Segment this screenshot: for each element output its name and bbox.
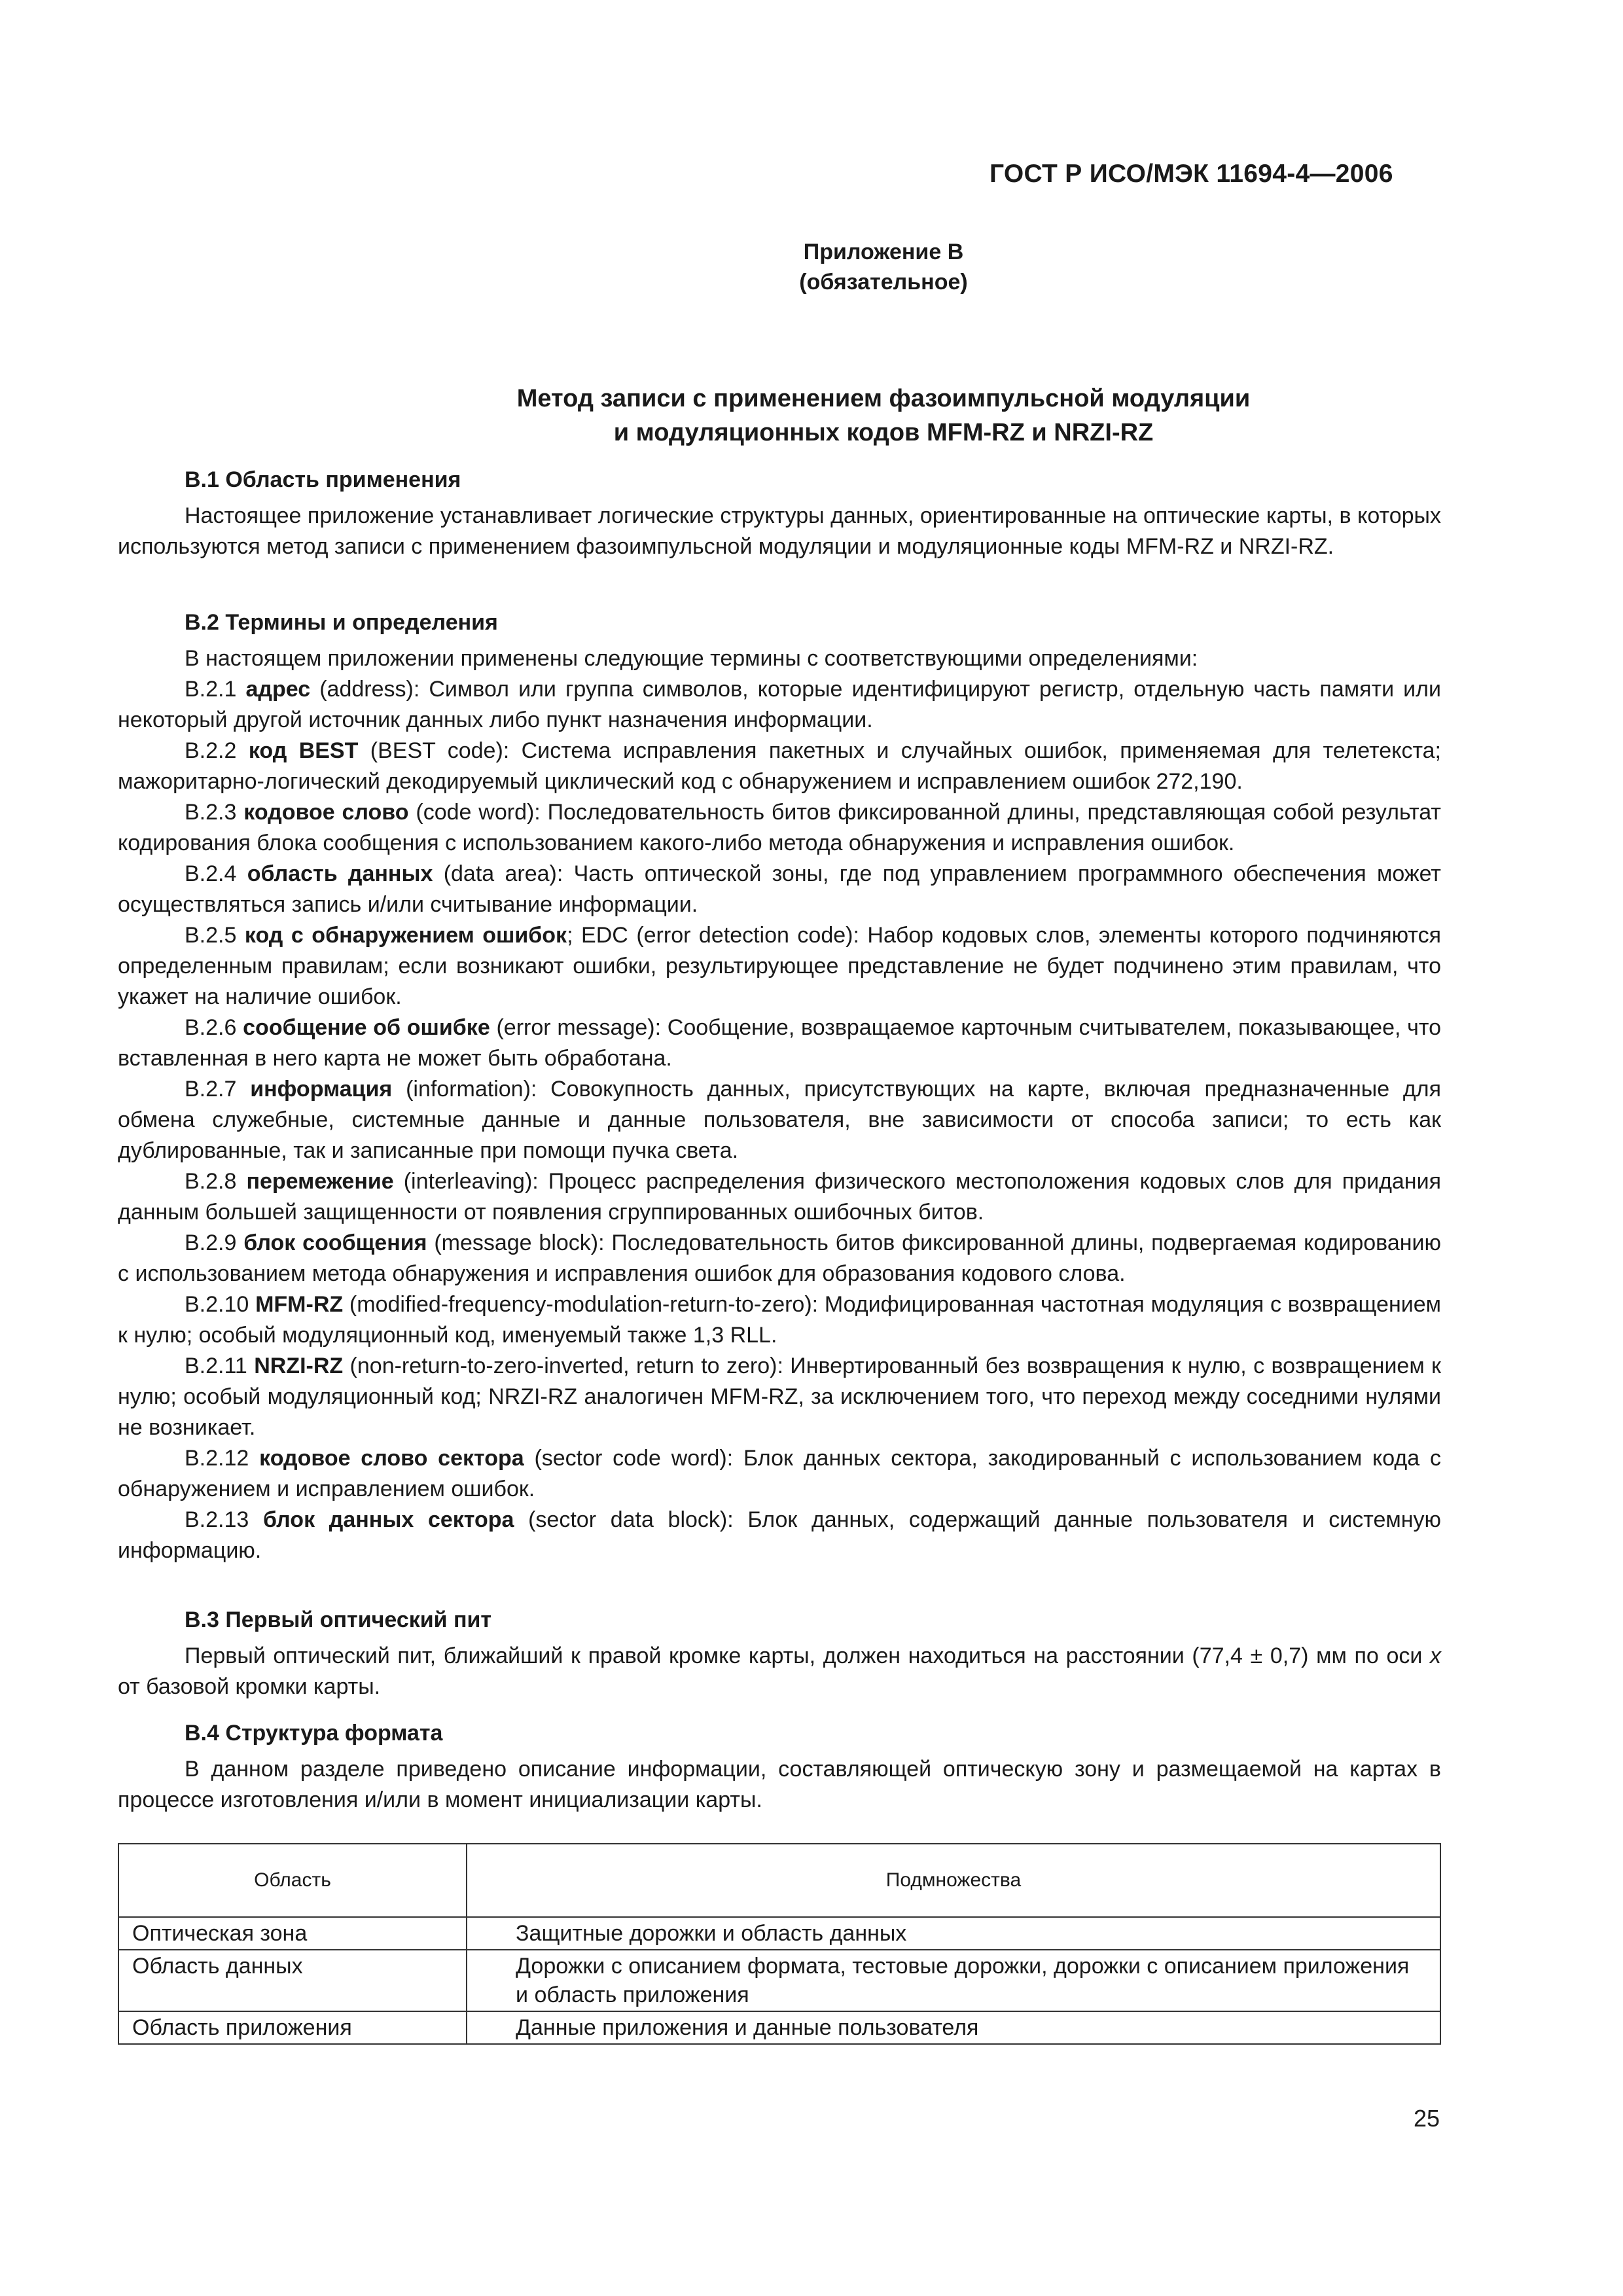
appendix-kind: (обязательное) — [799, 270, 968, 295]
text-before: Первый оптический пит, ближайший к правой кромке карты, должен находиться на расстоянии (77,4 ± 0,7) мм по оси — [185, 1643, 1430, 1668]
term-definition — [118, 920, 1441, 1013]
term-number: В.2.5 — [185, 923, 237, 948]
term-number: В.2.8 — [185, 1169, 237, 1194]
section-heading: В.1 Область применения — [185, 467, 461, 492]
section-text — [118, 1641, 1441, 1702]
term-number: В.2.7 — [185, 1077, 237, 1102]
table-row — [118, 2011, 1440, 2044]
term-definition — [118, 1074, 1441, 1166]
term-definition — [118, 674, 1441, 736]
term-text: ; EDC (error detection code): Набор кодовых слов, элементы которого подчиняются определенным правилам; если возникают ошибки, результирующее представление не будет подчинено этим правилам, что укажет на наличие ошибок. — [118, 923, 1441, 1009]
term-text: (address): Символ или группа символов, которые идентифицируют регистр, отдельную часть памяти или некоторый другой источник данных либо пункт назначения информации. — [118, 677, 1442, 732]
terms-list — [118, 674, 1441, 1566]
table-row — [118, 1917, 1440, 1950]
term-definition — [118, 1166, 1441, 1228]
term-name: код BEST — [248, 738, 359, 763]
term-name: информация — [250, 1077, 393, 1102]
term-definition — [118, 859, 1441, 920]
column-header-area: Область — [118, 1844, 467, 1917]
document-title-line2: и модуляционных кодов MFM-RZ и NRZI-RZ — [613, 419, 1154, 446]
section-text: В данном разделе приведено описание информации, составляющей оптическую зону и размещаемой на картах в процессе изготовления и/или в момент инициализации карты. — [118, 1757, 1441, 1812]
term-text: (interleaving): Процесс распределения физического местоположения кодовых слов для придания данным большей защищенности от появления сгруппированных ошибочных битов. — [118, 1169, 1441, 1225]
section-b2 — [118, 607, 1441, 1566]
term-text: (message block): Последовательность битов фиксированной длины, подвергаемая кодированию с использованием метода обнаружения и исправления ошибок для образования кодового слова. — [118, 1230, 1442, 1286]
term-text: (data area): Часть оптической зоны, где под управлением программного обеспечения может осуществляться запись и/или считывание информации. — [118, 861, 1441, 917]
term-name: кодовое слово сектора — [259, 1446, 524, 1471]
term-definition — [118, 1013, 1441, 1074]
section-text: Настоящее приложение устанавливает логические структуры данных, ориентированные на оптические карты, в которых используются метод записи с применением фазоимпульсной модуляции и модуляционные коды MFM-RZ и NRZI-RZ. — [118, 503, 1441, 559]
term-number: В.2.3 — [185, 800, 237, 825]
section-heading: В.4 Структура формата — [185, 1721, 443, 1746]
standard-code: ГОСТ Р ИСО/МЭК 11694-4—2006 — [990, 160, 1393, 188]
section-b1 — [118, 465, 1441, 562]
term-text: (error message): Сообщение, возвращаемое карточным считывателем, показывающее, что вставленная в него карта не может быть обработана. — [118, 1015, 1441, 1071]
term-text: (sector code word): Блок данных сектора, закодированный с использованием кода с обнаружением и исправлением ошибок. — [118, 1446, 1441, 1501]
document-title — [72, 382, 1623, 450]
section-heading: В.3 Первый оптический пит — [185, 1607, 492, 1632]
term-definition — [118, 1443, 1441, 1505]
term-number: В.2.11 — [185, 1354, 247, 1378]
axis-symbol: x — [1430, 1643, 1441, 1668]
section-b4 — [118, 1718, 1441, 1816]
document-title-line1: Метод записи с применением фазоимпульсной модуляции — [516, 385, 1251, 412]
table-cell-area: Оптическая зона — [118, 1917, 467, 1950]
page-number: 25 — [1414, 2105, 1440, 2132]
term-name: NRZI-RZ — [254, 1354, 344, 1378]
term-definition — [118, 1228, 1441, 1289]
term-name: блок сообщения — [243, 1230, 427, 1255]
term-name: код с обнаружением ошибок — [244, 923, 567, 948]
term-number: В.2.10 — [185, 1292, 249, 1317]
format-structure-table — [118, 1843, 1441, 2045]
term-text: (code word): Последовательность битов фиксированной длины, представляющая собой результат кодирования блока сообщения с использованием какого-либо метода обнаружения и исправления ошибок. — [118, 800, 1441, 855]
term-name: кодовое слово — [243, 800, 409, 825]
table-header-row — [118, 1844, 1440, 1917]
term-definition — [118, 1351, 1441, 1443]
term-definition — [118, 1505, 1441, 1566]
term-number: В.2.12 — [185, 1446, 249, 1471]
appendix-title: Приложение В — [803, 240, 964, 264]
term-number: В.2.9 — [185, 1230, 237, 1255]
table-row — [118, 1950, 1440, 2011]
section-intro: В настоящем приложении применены следующие термины с соответствующими определениями: — [185, 646, 1198, 671]
term-number: В.2.1 — [185, 677, 237, 702]
term-definition — [118, 1289, 1441, 1351]
term-text: (BEST code): Система исправления пакетных и случайных ошибок, применяемая для телетекста; мажоритарно-логический декодируемый циклический код с обнаружением и исправлением ошибок 272,190. — [118, 738, 1441, 794]
term-definition — [118, 736, 1441, 797]
term-text: (sector data block): Блок данных, содержащий данные пользователя и системную информацию. — [118, 1507, 1442, 1563]
term-number: В.2.6 — [185, 1015, 237, 1040]
term-number: В.2.2 — [185, 738, 237, 763]
text-after: от базовой кромки карты. — [118, 1674, 381, 1699]
term-name: сообщение об ошибке — [243, 1015, 490, 1040]
term-name: адрес — [245, 677, 311, 702]
term-name: блок данных сектора — [263, 1507, 514, 1532]
table-cell-subsets: Данные приложения и данные пользователя — [467, 2011, 1440, 2044]
term-name: перемежение — [246, 1169, 394, 1194]
term-name: MFM-RZ — [255, 1292, 344, 1317]
table-cell-subsets: Защитные дорожки и область данных — [467, 1917, 1440, 1950]
section-heading: В.2 Термины и определения — [185, 610, 498, 635]
term-text: (information): Совокупность данных, присутствующих на карте, включая предназначенные для обмена служебные, системные данные и данные пользователя, вне зависимости от способа записи; то есть как дублированные, так и записанные при помощи пучка света. — [118, 1077, 1441, 1163]
term-text: (non-return-to-zero-inverted, return to zero): Инвертированный без возвращения к нулю, с возвращением к нулю; особый модуляционный код; NRZI-RZ аналогичен MFM-RZ, за исключением того, что переход между соседними нулями не возникает. — [118, 1354, 1441, 1440]
column-header-subsets: Подмножества — [467, 1844, 1440, 1917]
term-number: В.2.13 — [185, 1507, 249, 1532]
section-b3 — [118, 1605, 1441, 1702]
table-cell-area: Область приложения — [118, 2011, 467, 2044]
table-cell-subsets: Дорожки с описанием формата, тестовые дорожки, дорожки с описанием приложения и область приложения — [467, 1950, 1440, 2011]
term-number: В.2.4 — [185, 861, 237, 886]
table-cell-area: Область данных — [118, 1950, 467, 2011]
term-text: (modified-frequency-modulation-return-to-zero): Модифицированная частотная модуляция с возвращением к нулю; особый модуляционный код, именуемый также 1,3 RLL. — [118, 1292, 1441, 1348]
term-name: область данных — [247, 861, 433, 886]
term-definition — [118, 797, 1441, 859]
